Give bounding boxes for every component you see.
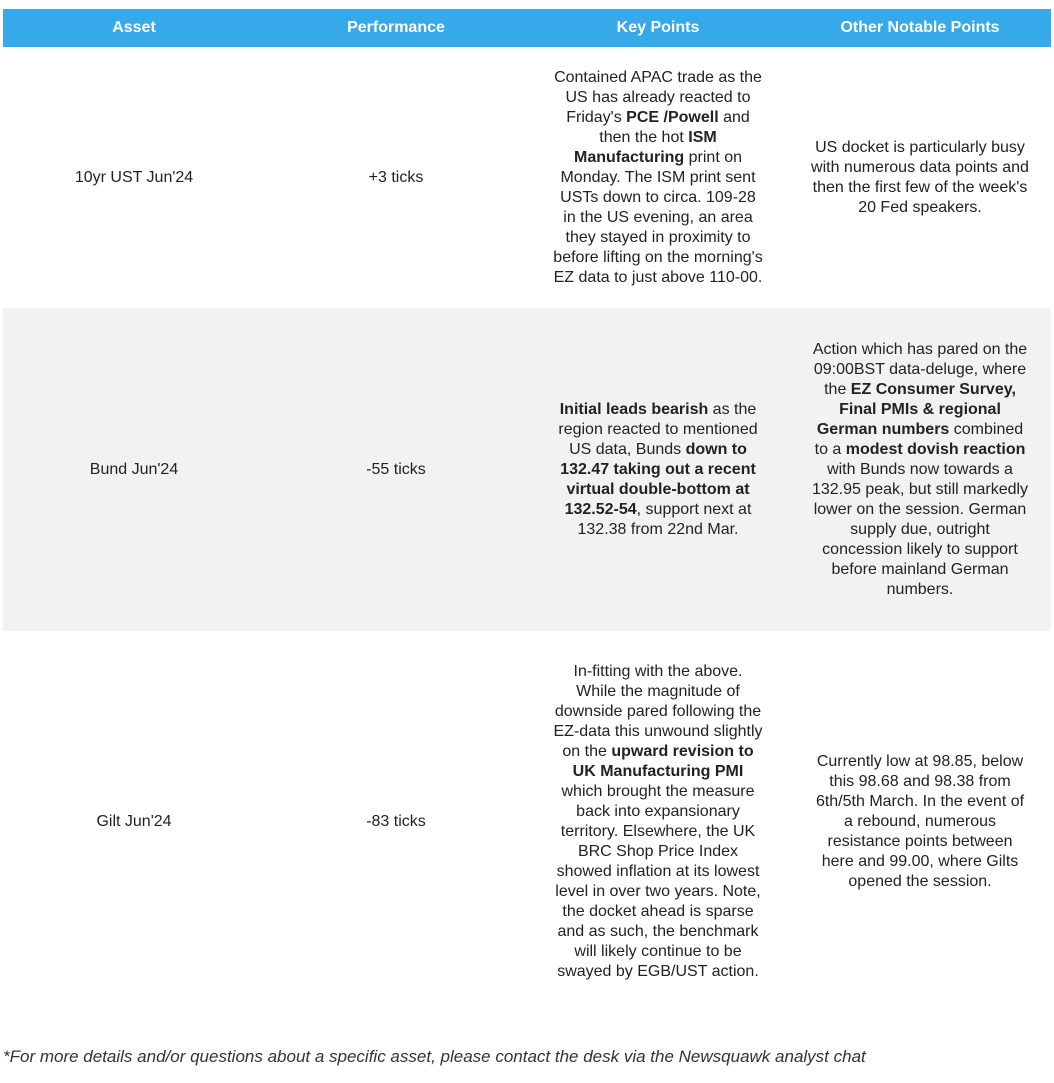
table-header (3, 9, 1051, 47)
text-segment: Action which has pared on the 09:00BST data-deluge, where the (812, 340, 1028, 398)
performance-cell: +3 ticks (265, 47, 527, 308)
table-body (3, 47, 1051, 1013)
text-segment: print on Monday. The ISM print sent USTs down to circa. 109-28 in the US evening, an area they stayed in proximity to before lifting on the morning's EZ data to just above 110-00. (553, 148, 763, 286)
table-row (3, 308, 1051, 631)
text-segment: with Bunds now towards a 132.95 peak, but still markedly lower on the session. German supply due, outright concession likely to support before mainland German numbers. (811, 460, 1029, 598)
text-segment: Contained APAC trade as the US has already reacted to Friday's (554, 68, 762, 126)
text-segment: as the region reacted to mentioned US data, Bunds (558, 400, 758, 458)
asset-performance-table (3, 9, 1051, 1013)
asset-cell: Bund Jun'24 (3, 308, 265, 631)
other-points-cell (789, 631, 1051, 1013)
bold-text-segment: EZ Consumer Survey, Final PMIs & regional German numbers (816, 380, 1016, 438)
key-points-text (553, 400, 763, 540)
other-points-text (810, 752, 1030, 892)
asset-performance-table-wrap (3, 9, 1051, 1013)
header-other-points: Other Notable Points (789, 9, 1051, 47)
bold-text-segment: down to 132.47 taking out a recent virtual double-bottom at 132.52-54 (560, 440, 756, 518)
other-points-text (810, 138, 1030, 218)
key-points-cell (527, 47, 789, 308)
bold-text-segment: modest dovish reaction (845, 440, 1026, 458)
text-segment: and then the hot (599, 108, 750, 146)
text-segment: Currently low at 98.85, below this 98.68 and 98.38 from 6th/5th March. In the event of a rebound, numerous resistance points between here and 99.00, where Gilts opened the session. (815, 753, 1025, 890)
bold-text-segment: ISM Manufacturing (573, 128, 717, 166)
table-row (3, 47, 1051, 308)
table-row (3, 631, 1051, 1013)
header-asset: Asset (3, 9, 265, 47)
bold-text-segment: PCE /Powell (626, 108, 719, 126)
key-points-text (553, 68, 763, 288)
bold-text-segment: upward revision to UK Manufacturing PMI (572, 743, 754, 780)
asset-cell: Gilt Jun'24 (3, 631, 265, 1013)
key-points-cell (527, 308, 789, 631)
header-performance: Performance (265, 9, 527, 47)
asset-cell: 10yr UST Jun'24 (3, 47, 265, 308)
key-points-text (553, 662, 763, 982)
key-points-cell (527, 631, 789, 1013)
other-points-cell (789, 47, 1051, 308)
other-points-cell (789, 308, 1051, 631)
text-segment: which brought the measure back into expansionary territory. Elsewhere, the UK BRC Shop Price Index showed inflation at its lowest level in over two years. Note, the docket ahead is sparse and as such, the benchmark will likely continue to be swayed by EGB/UST action. (555, 783, 761, 980)
bold-text-segment: Initial leads bearish (559, 400, 709, 418)
text-segment: , support next at 132.38 from 22nd Mar. (577, 500, 752, 538)
text-segment: US docket is particularly busy with numerous data points and then the first few of the week's 20 Fed speakers. (811, 138, 1029, 216)
text-segment: In-fitting with the above. While the magnitude of downside pared following the EZ-data this unwound slightly on the (553, 663, 763, 760)
text-segment: combined to a (814, 420, 1024, 458)
footnote: *For more details and/or questions about a specific asset, please contact the desk via the Newsquawk analyst chat (3, 1047, 866, 1066)
header-key-points: Key Points (527, 9, 789, 47)
other-points-text (810, 340, 1030, 600)
performance-cell: -55 ticks (265, 308, 527, 631)
performance-cell: -83 ticks (265, 631, 527, 1013)
